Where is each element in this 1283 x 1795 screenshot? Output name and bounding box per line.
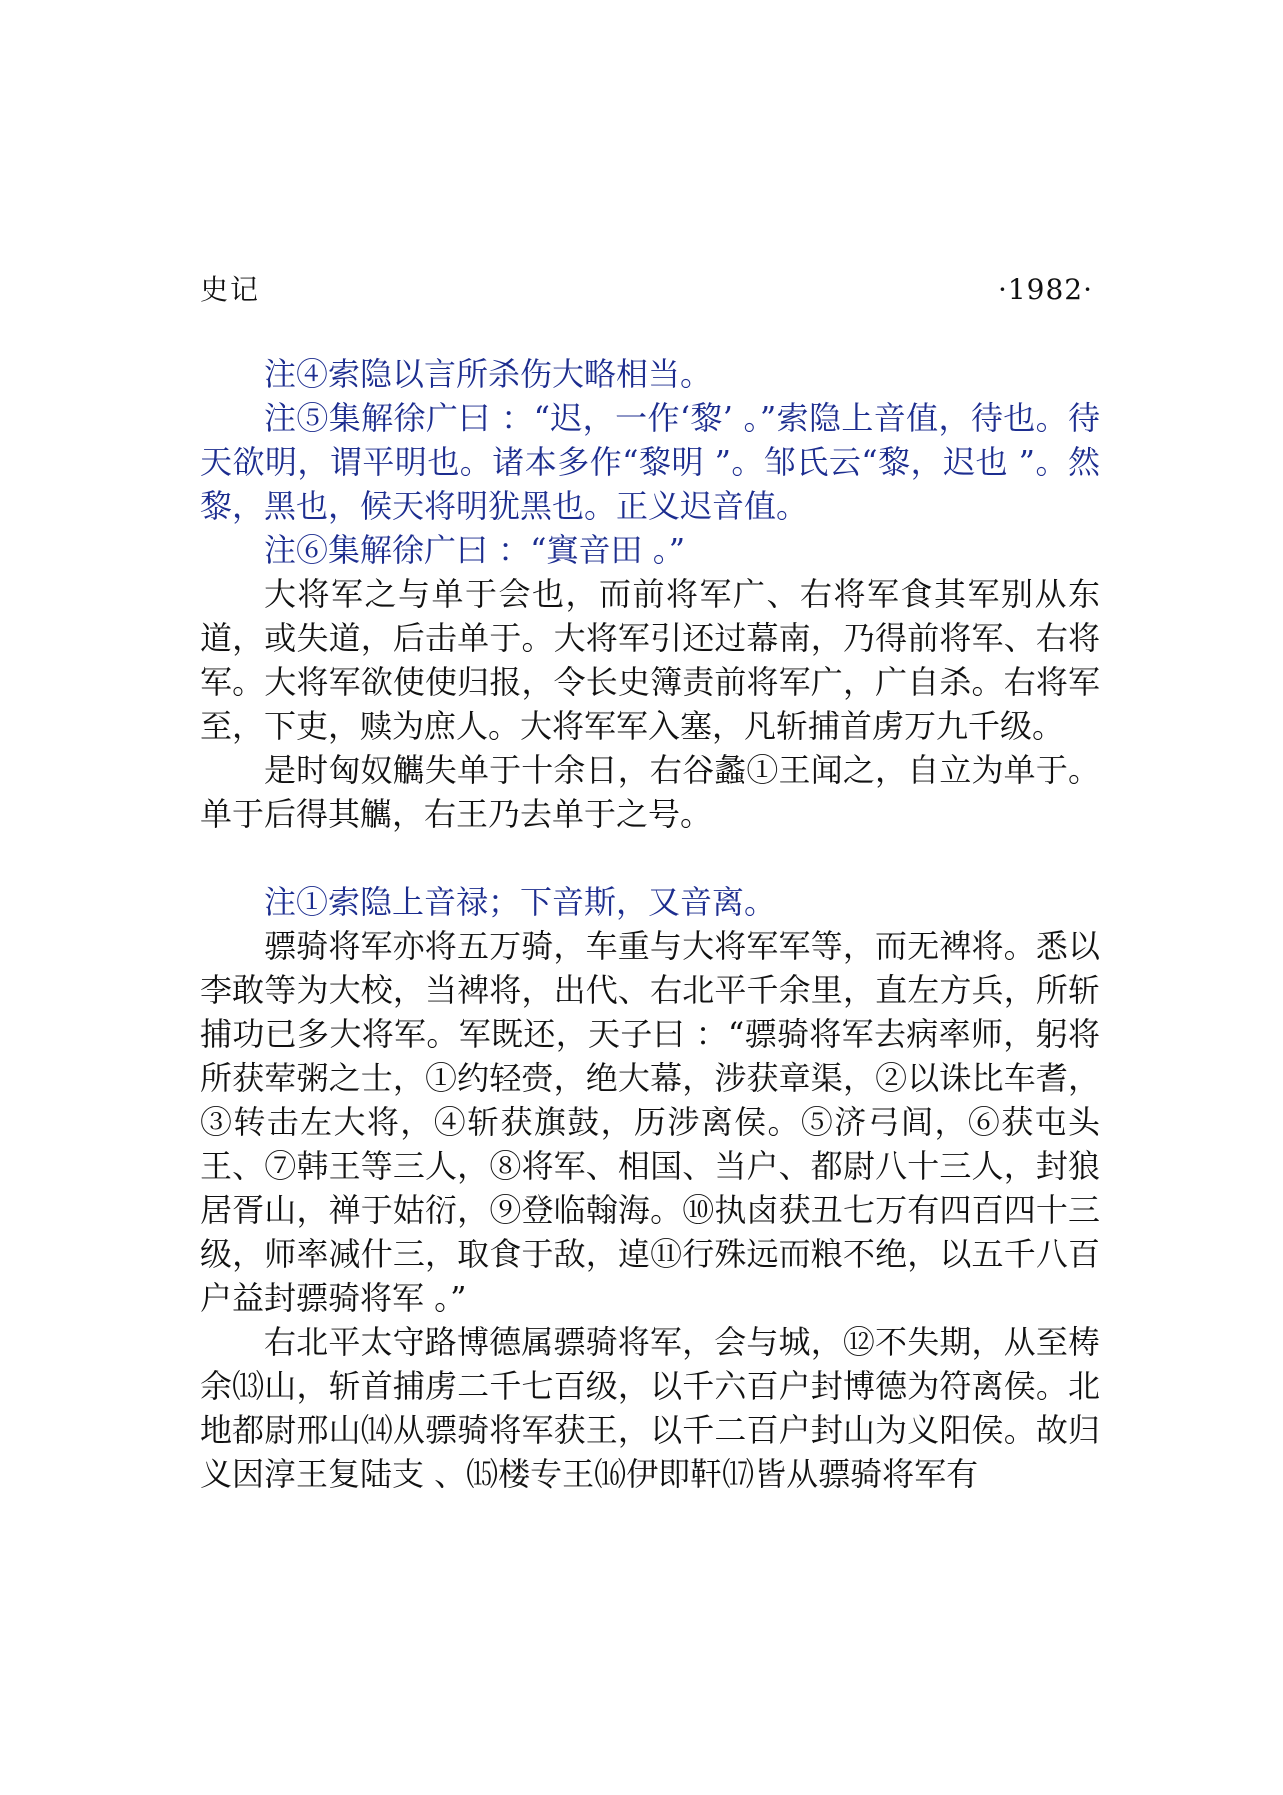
body-paragraph: 右北平太守路博德属骠骑将军，会与城，⑫不失期，从至梼余⒀山，斩首捕虏二千七百级，以千六百户封博德为符离侯。北地都尉邢山⒁从骠骑将军获王，以千二百户封山为义阳侯。故归义因淳王复陆支 、⒂楼专王⒃伊即靬⒄皆从骠骑将军有 [200,1323,1100,1493]
note-paragraph: 注⑤集解徐广曰 ：“迟，一作‘黎’ 。”索隐上音值，待也。待天欲明，谓平明也。诸本多作“黎明 ”。邹氏云“黎，迟也 ”。然黎，黑也，候天将明犹黑也。正义迟音值。 [200,399,1100,525]
note-paragraph: 注①索隐上音禄；下音斯，又音离。 [264,883,777,921]
note-paragraph: 注④索隐以言所杀伤大略相当。 [264,355,713,393]
body-paragraph: 是时匈奴觽失单于十余日，右谷蠡①王闻之，自立为单于。单于后得其觽，右王乃去单于之号。 [200,751,1100,833]
page-number: ·1982· [997,273,1093,306]
note-paragraph: 注⑥集解徐广曰 ：“窴音田 。” [264,531,686,569]
page-header [200,268,1093,312]
book-title: 史记 [200,273,261,306]
body-paragraph: 骠骑将军亦将五万骑，车重与大将军军等，而无裨将。悉以李敢等为大校，当裨将，出代、右北平千余里，直左方兵，所斩捕功已多大将军。军既还，天子曰 ：“骠骑将军去病率师，躬将所获荤粥之士，①约轻赍，绝大幕，涉获章渠，②以诛比车耆，③转击左大将，④斩获旗鼓，历涉离侯。⑤济弓闾，⑥获屯头王、⑦韩王等三人，⑧将军、相国、当户、都尉八十三人，封狼居胥山，禅于姑衍，⑨登临翰海。⑩执卤获丑七万有四百四十三级，师率减什三，取食于敌，逴⑪行殊远而粮不绝，以五千八百户益封骠骑将军 。” [200,927,1100,1317]
body-paragraph: 大将军之与单于会也，而前将军广、右将军食其军别从东道，或失道，后击单于。大将军引还过幕南，乃得前将军、右将军。大将军欲使使归报，令长史簿责前将军广，广自杀。右将军至，下吏，赎为庶人。大将军军入塞，凡斩捕首虏万九千级。 [200,575,1100,745]
page-content [200,352,1100,1496]
